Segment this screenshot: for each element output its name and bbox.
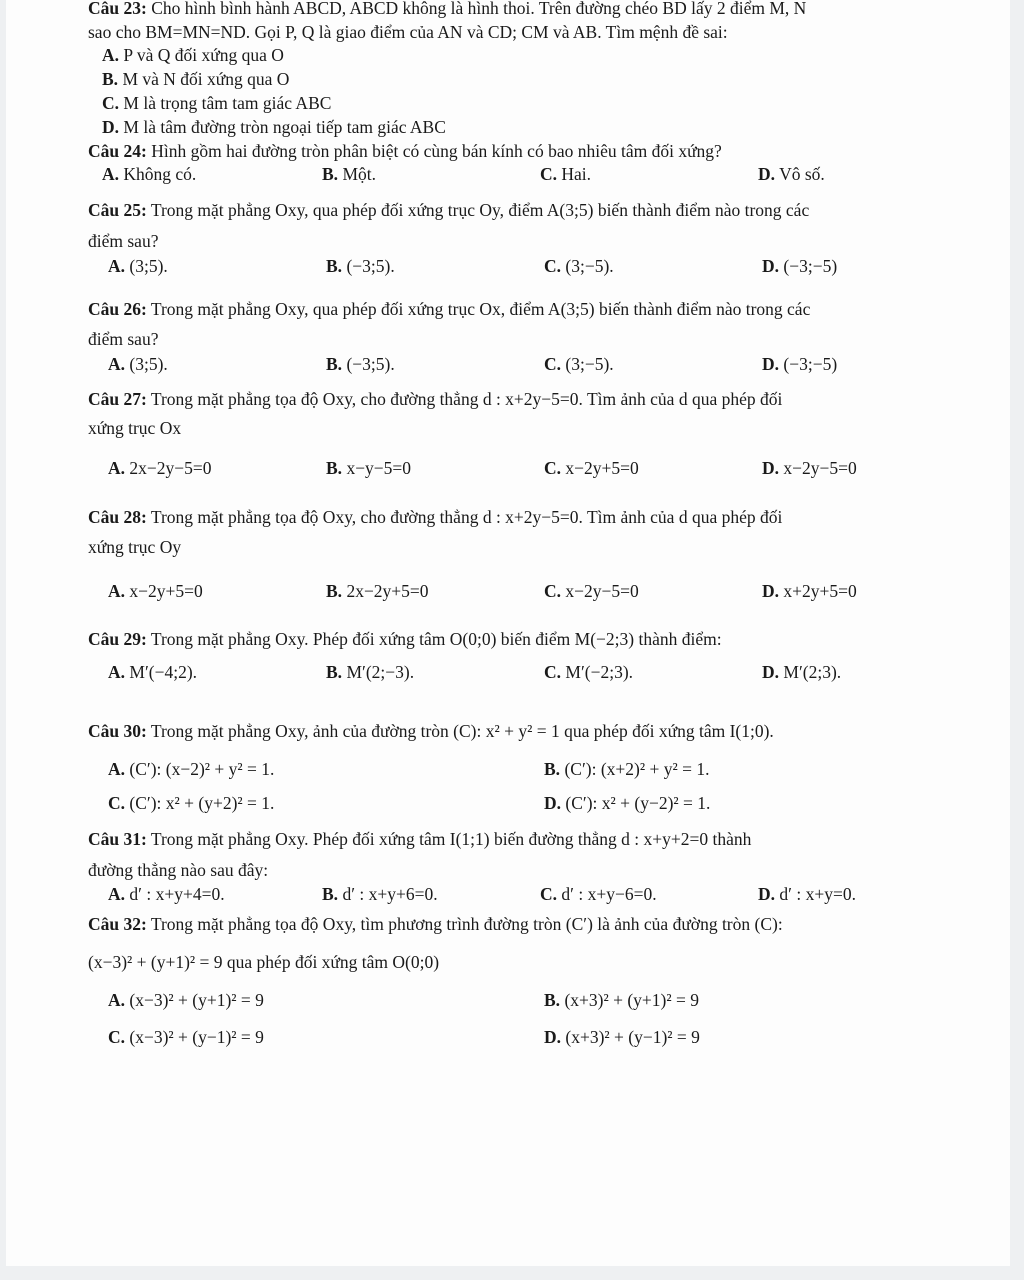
option-c[interactable]: [544, 458, 639, 478]
option-key: C.: [544, 256, 562, 276]
option-key: A.: [108, 581, 126, 601]
option-c[interactable]: [108, 1027, 264, 1047]
option-key: C.: [544, 581, 562, 601]
option-b[interactable]: [326, 354, 395, 374]
option-text: M′(−2;3).: [565, 662, 634, 682]
option-text: Hai.: [561, 164, 592, 184]
option-text: P và Q đối xứng qua O: [123, 45, 284, 65]
question-32-line2: (x−3)² + (y+1)² = 9 qua phép đối xứng tâm O(0;0): [88, 952, 440, 972]
option-key: B.: [544, 990, 561, 1010]
option-text: x−2y−5=0: [783, 458, 857, 478]
option-text: (3;5).: [129, 354, 168, 374]
question-27: [88, 389, 782, 409]
question-28-line2: xứng trục Oy: [88, 537, 182, 557]
option-d[interactable]: [102, 117, 446, 137]
question-27-line2: xứng trục Ox: [88, 418, 182, 438]
option-text: Vô số.: [779, 164, 825, 184]
exam-page: [6, 0, 1010, 1266]
option-c[interactable]: [544, 256, 614, 276]
option-text: M′(2;−3).: [346, 662, 415, 682]
option-key: A.: [108, 256, 126, 276]
option-key: B.: [326, 458, 343, 478]
option-key: D.: [102, 117, 120, 137]
option-text: x−2y+5=0: [565, 458, 639, 478]
option-key: Câu 28:: [88, 507, 147, 527]
option-text: (3;5).: [129, 256, 168, 276]
option-text: (C′): (x+2)² + y² = 1.: [564, 759, 710, 779]
option-key: C.: [540, 884, 558, 904]
option-key: A.: [108, 759, 126, 779]
question-30: [88, 721, 774, 741]
option-a[interactable]: [108, 581, 203, 601]
option-text: (−3;5).: [346, 256, 395, 276]
option-c[interactable]: [544, 354, 614, 374]
option-text: (x−3)² + (y−1)² = 9: [129, 1027, 264, 1047]
option-key: A.: [108, 662, 126, 682]
option-key: D.: [762, 662, 780, 682]
question-32: [88, 914, 783, 934]
option-text: M là tâm đường tròn ngoại tiếp tam giác ABC: [123, 117, 446, 137]
option-key: D.: [762, 581, 780, 601]
option-b[interactable]: [322, 164, 376, 184]
option-key: D.: [758, 164, 776, 184]
option-key: A.: [108, 884, 126, 904]
option-text: Không có.: [123, 164, 197, 184]
option-text: 2x−2y+5=0: [346, 581, 429, 601]
option-b[interactable]: [102, 69, 289, 89]
option-text: (x+3)² + (y+1)² = 9: [564, 990, 699, 1010]
option-key: A.: [108, 990, 126, 1010]
question-24: [88, 141, 722, 161]
question-25-line2: điểm sau?: [88, 231, 159, 251]
option-key: D.: [762, 458, 780, 478]
option-key: B.: [102, 69, 119, 89]
option-d[interactable]: [762, 256, 837, 276]
option-text: x−2y−5=0: [565, 581, 639, 601]
option-key: C.: [544, 354, 562, 374]
option-text: Trong mặt phẳng tọa độ Oxy, cho đường thẳng d : x+2y−5=0. Tìm ảnh của d qua phép đối: [150, 389, 783, 409]
option-key: C.: [108, 1027, 126, 1047]
option-text: d′ : x+y+4=0.: [129, 884, 225, 904]
option-key: A.: [108, 458, 126, 478]
option-b[interactable]: [544, 990, 699, 1010]
option-c[interactable]: [544, 581, 639, 601]
option-key: Câu 25:: [88, 200, 147, 220]
option-b[interactable]: [326, 662, 414, 682]
option-key: C.: [108, 793, 126, 813]
option-text: Trong mặt phẳng Oxy. Phép đối xứng tâm I(1;1) biến đường thẳng d : x+y+2=0 thành: [150, 829, 752, 849]
option-text: Hình gồm hai đường tròn phân biệt có cùng bán kính có bao nhiêu tâm đối xứng?: [151, 141, 722, 161]
option-key: D.: [762, 354, 780, 374]
option-text: Trong mặt phẳng Oxy, qua phép đối xứng trục Ox, điểm A(3;5) biến thành điểm nào trong các: [150, 299, 811, 319]
option-text: Trong mặt phẳng tọa độ Oxy, tìm phương trình đường tròn (C′) là ảnh của đường tròn (C):: [150, 914, 783, 934]
option-key: Câu 29:: [88, 629, 147, 649]
option-c[interactable]: [102, 93, 331, 113]
option-b[interactable]: [326, 581, 429, 601]
option-d[interactable]: [758, 164, 825, 184]
option-key: D.: [762, 256, 780, 276]
option-text: d′ : x+y+6=0.: [342, 884, 438, 904]
option-b[interactable]: [544, 759, 709, 779]
option-b[interactable]: [326, 256, 395, 276]
option-text: (C′): (x−2)² + y² = 1.: [129, 759, 275, 779]
option-text: (C′): x² + (y−2)² = 1.: [565, 793, 711, 813]
option-text: (C′): x² + (y+2)² = 1.: [129, 793, 275, 813]
option-a[interactable]: [108, 256, 168, 276]
option-key: B.: [326, 581, 343, 601]
option-text: M′(−4;2).: [129, 662, 198, 682]
question-26: [88, 299, 810, 319]
question-31-line2: đường thẳng nào sau đây:: [88, 860, 269, 880]
option-key: D.: [544, 1027, 562, 1047]
option-b[interactable]: [322, 884, 438, 904]
option-key: D.: [544, 793, 562, 813]
option-d[interactable]: [762, 662, 841, 682]
option-key: B.: [326, 256, 343, 276]
option-text: (x−3)² + (y+1)² = 9: [129, 990, 264, 1010]
option-key: B.: [322, 164, 339, 184]
option-key: C.: [540, 164, 558, 184]
option-text: (x+3)² + (y−1)² = 9: [565, 1027, 700, 1047]
option-text: Trong mặt phẳng Oxy, ảnh của đường tròn (C): x² + y² = 1 qua phép đối xứng tâm I(1;0).: [150, 721, 774, 741]
option-key: D.: [758, 884, 776, 904]
question-25: [88, 200, 809, 220]
option-key: A.: [102, 45, 120, 65]
option-key: Câu 30:: [88, 721, 147, 741]
option-key: A.: [102, 164, 120, 184]
option-text: x+2y+5=0: [783, 581, 857, 601]
option-text: (3;−5).: [565, 256, 614, 276]
question-label: Câu 23:: [88, 0, 147, 18]
option-text: (3;−5).: [565, 354, 614, 374]
option-key: C.: [544, 458, 562, 478]
option-a[interactable]: [108, 990, 264, 1010]
question-text: Cho hình bình hành ABCD, ABCD không là hình thoi. Trên đường chéo BD lấy 2 điểm M, N: [151, 0, 807, 18]
option-text: M và N đối xứng qua O: [122, 69, 290, 89]
option-a[interactable]: [108, 884, 225, 904]
option-key: B.: [544, 759, 561, 779]
option-key: B.: [326, 662, 343, 682]
question-31: [88, 829, 751, 849]
option-d[interactable]: [544, 793, 710, 813]
option-text: x−2y+5=0: [129, 581, 203, 601]
option-c[interactable]: [108, 793, 274, 813]
question-29: [88, 629, 722, 649]
option-d[interactable]: [762, 458, 857, 478]
option-a[interactable]: [108, 662, 197, 682]
question-26-line2: điểm sau?: [88, 329, 159, 349]
option-text: x−y−5=0: [346, 458, 412, 478]
option-key: Câu 27:: [88, 389, 147, 409]
option-key: Câu 24:: [88, 141, 147, 161]
option-key: Câu 26:: [88, 299, 147, 319]
option-c[interactable]: [540, 884, 657, 904]
option-a[interactable]: [108, 759, 274, 779]
option-a[interactable]: [102, 45, 284, 65]
option-d[interactable]: [758, 884, 856, 904]
option-key: Câu 32:: [88, 914, 147, 934]
option-text: (−3;−5): [783, 256, 838, 276]
option-c[interactable]: [540, 164, 591, 184]
option-d[interactable]: [544, 1027, 700, 1047]
option-text: d′ : x+y=0.: [779, 884, 856, 904]
option-d[interactable]: [762, 354, 837, 374]
option-key: A.: [108, 354, 126, 374]
option-a[interactable]: [102, 164, 196, 184]
option-text: Trong mặt phẳng Oxy. Phép đối xứng tâm O(0;0) biến điểm M(−2;3) thành điểm:: [150, 629, 722, 649]
option-text: 2x−2y−5=0: [129, 458, 212, 478]
option-key: B.: [326, 354, 343, 374]
option-b[interactable]: [326, 458, 411, 478]
question-23: [88, 0, 806, 18]
option-key: C.: [544, 662, 562, 682]
option-a[interactable]: [108, 458, 212, 478]
option-text: M′(2;3).: [783, 662, 842, 682]
option-text: (−3;5).: [346, 354, 395, 374]
option-text: Một.: [342, 164, 376, 184]
option-c[interactable]: [544, 662, 633, 682]
question-23-line2: sao cho BM=MN=ND. Gọi P, Q là giao điểm của AN và CD; CM và AB. Tìm mệnh đề sai:: [88, 22, 728, 42]
option-key: Câu 31:: [88, 829, 147, 849]
option-a[interactable]: [108, 354, 168, 374]
question-28: [88, 507, 782, 527]
option-text: Trong mặt phẳng tọa độ Oxy, cho đường thẳng d : x+2y−5=0. Tìm ảnh của d qua phép đối: [150, 507, 783, 527]
option-text: M là trọng tâm tam giác ABC: [123, 93, 332, 113]
option-key: B.: [322, 884, 339, 904]
option-key: C.: [102, 93, 120, 113]
option-text: d′ : x+y−6=0.: [561, 884, 657, 904]
option-text: Trong mặt phẳng Oxy, qua phép đối xứng trục Oy, điểm A(3;5) biến thành điểm nào trong các: [150, 200, 810, 220]
option-text: (−3;−5): [783, 354, 838, 374]
option-d[interactable]: [762, 581, 857, 601]
